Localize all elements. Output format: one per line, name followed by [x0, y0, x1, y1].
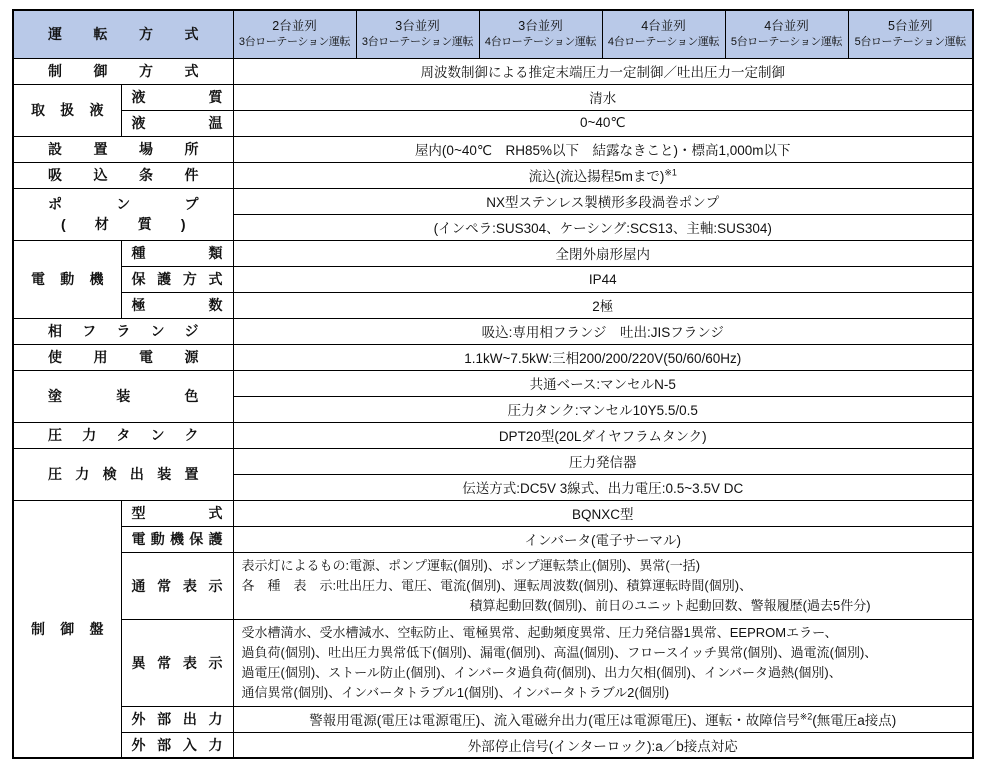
error-display-line-1: 受水槽満水、受水槽減水、空転防止、電極異常、起動頻度異常、圧力発信器1異常、EEPROMエラー、: [241, 624, 838, 640]
panel-error-display-label: 異常表示: [121, 619, 233, 706]
external-output-text-2: (無電圧a接点): [812, 713, 897, 728]
control-method-value: 周波数制御による推定末端圧力一定制御／吐出圧力一定制御: [233, 58, 973, 84]
row-motor-protection: [13, 266, 973, 292]
motor-poles-value: 2極: [233, 292, 973, 318]
control-method-label: 制御方式: [13, 58, 233, 84]
pump-label-line1: ポンプ: [48, 196, 199, 212]
motor-type-label: 種類: [121, 240, 233, 266]
pump-label-line2: (材質): [61, 216, 186, 232]
header-col-4-rotation: 4台ローテーション運転: [607, 36, 720, 49]
row-motor-type: [13, 240, 973, 266]
row-pump-type: [13, 188, 973, 214]
liquid-label: 取扱液: [13, 84, 121, 136]
normal-display-line-1: 表示灯によるもの:電源、ポンプ運転(個別)、ポンプ運転禁止(個別)、異常(一括): [241, 557, 701, 573]
suction-label: 吸込条件: [13, 162, 233, 188]
power-label: 使用電源: [13, 344, 233, 370]
row-flange: [13, 318, 973, 344]
header-col-2-rotation: 3台ローテーション運転: [361, 36, 474, 49]
header-col-3-rotation: 4台ローテーション運転: [484, 36, 597, 49]
header-col-4-parallel: 4台並列: [641, 19, 686, 34]
panel-external-output-label: 外部出力: [121, 706, 233, 732]
panel-motor-protection-label: 電動機保護: [121, 526, 233, 552]
external-output-text: 警報用電源(電圧は電源電圧)、流入電磁弁出力(電圧は電源電圧)、運転・故障信号: [309, 713, 800, 728]
liquid-quality-label: 液質: [121, 84, 233, 110]
installation-label: 設置場所: [13, 136, 233, 162]
row-panel-external-output: [13, 706, 973, 732]
sensor-type-value: 圧力発信器: [233, 448, 973, 474]
panel-external-input-label: 外部入力: [121, 732, 233, 758]
header-col-4: [602, 10, 725, 58]
header-col-1-parallel: 2台並列: [272, 19, 317, 34]
liquid-temp-label: 液温: [121, 110, 233, 136]
motor-type-value: 全閉外扇形屋内: [233, 240, 973, 266]
row-sensor-type: [13, 448, 973, 474]
motor-poles-label: 極数: [121, 292, 233, 318]
header-col-1-rotation: 3台ローテーション運転: [238, 36, 351, 49]
paint-base-value: 共通ベース:マンセルN-5: [233, 370, 973, 396]
header-col-2-parallel: 3台並列: [395, 19, 440, 34]
pump-label: [13, 188, 233, 240]
flange-value: 吸込:専用相フランジ 吐出:JISフランジ: [233, 318, 973, 344]
row-power: [13, 344, 973, 370]
sensor-label: 圧力検出装置: [13, 448, 233, 500]
row-panel-error-display: [13, 619, 973, 706]
panel-model-value: BQNXC型: [233, 500, 973, 526]
header-col-6-rotation: 5台ローテーション運転: [854, 36, 966, 49]
row-motor-poles: [13, 292, 973, 318]
flange-label: 相フランジ: [13, 318, 233, 344]
tank-value: DPT20型(20Lダイヤフラムタンク): [233, 422, 973, 448]
panel-model-label: 型式: [121, 500, 233, 526]
pump-type-value: NX型ステンレス製横形多段渦巻ポンプ: [233, 188, 973, 214]
paint-label: 塗装色: [13, 370, 233, 422]
header-col-5-rotation: 5台ローテーション運転: [730, 36, 843, 49]
header-label-operation-mode: 運転方式: [13, 10, 233, 58]
suction-footnote-mark: ※1: [664, 167, 677, 178]
pump-material-value: (インペラ:SUS304、ケーシング:SCS13、主軸:SUS304): [233, 214, 973, 240]
header-col-5: [725, 10, 848, 58]
row-installation: [13, 136, 973, 162]
row-liquid-quality: [13, 84, 973, 110]
liquid-temp-value: 0~40℃: [233, 110, 973, 136]
installation-value: 屋内(0~40℃ RH85%以下 結露なきこと)・標高1,000m以下: [233, 136, 973, 162]
tank-label: 圧力タンク: [13, 422, 233, 448]
row-suction: [13, 162, 973, 188]
header-col-5-parallel: 4台並列: [764, 19, 809, 34]
external-output-footnote-mark: ※2: [799, 711, 813, 722]
panel-error-display-value: [233, 619, 973, 706]
motor-protection-label: 保護方式: [121, 266, 233, 292]
motor-protection-value: IP44: [233, 266, 973, 292]
row-tank: [13, 422, 973, 448]
error-display-line-4: 通信異常(個別)、インバータトラブル1(個別)、インバータトラブル2(個別): [241, 684, 670, 700]
row-control-method: [13, 58, 973, 84]
header-col-1: [233, 10, 356, 58]
panel-normal-display-label: 通常表示: [121, 552, 233, 619]
normal-display-line-3: 積算起動回数(個別)、前日のユニット起動回数、警報履歴(過去5件分): [469, 597, 871, 613]
row-panel-external-input: [13, 732, 973, 758]
error-display-line-3: 過電圧(個別)、ストール防止(個別)、インバータ過負荷(個別)、出力欠相(個別)、インバータ過熱(個別)、: [241, 664, 842, 680]
power-value: 1.1kW~7.5kW:三相200/200/220V(50/60/60Hz): [233, 344, 973, 370]
header-col-2: [356, 10, 479, 58]
panel-external-input-value: 外部停止信号(インターロック):a／b接点対応: [233, 732, 973, 758]
paint-tank-value: 圧力タンク:マンセル10Y5.5/0.5: [233, 396, 973, 422]
spec-table: [12, 9, 974, 759]
header-row: [13, 10, 973, 58]
suction-value-text: 流込(流込揚程5mまで): [528, 169, 665, 184]
row-liquid-temp: [13, 110, 973, 136]
sensor-spec-value: 伝送方式:DC5V 3線式、出力電圧:0.5~3.5V DC: [233, 474, 973, 500]
row-paint-base: [13, 370, 973, 396]
row-panel-normal-display: [13, 552, 973, 619]
liquid-quality-value: 清水: [233, 84, 973, 110]
panel-motor-protection-value: インバータ(電子サーマル): [233, 526, 973, 552]
header-col-3: [479, 10, 602, 58]
normal-display-line-2: 各 種 表 示:吐出圧力、電圧、電流(個別)、運転周波数(個別)、積算運転時間(個別)、: [241, 577, 753, 593]
motor-label: 電動機: [13, 240, 121, 318]
panel-external-output-value: [233, 706, 973, 732]
header-col-6: [848, 10, 973, 58]
panel-label: 制御盤: [13, 500, 121, 758]
row-panel-motor-protection: [13, 526, 973, 552]
suction-value: [233, 162, 973, 188]
header-col-3-parallel: 3台並列: [518, 19, 563, 34]
row-panel-model: [13, 500, 973, 526]
error-display-line-2: 過負荷(個別)、吐出圧力異常低下(個別)、漏電(個別)、高温(個別)、フロースイッチ異常(個別)、過電流(個別)、: [241, 644, 878, 660]
panel-normal-display-value: [233, 552, 973, 619]
header-col-6-parallel: 5台並列: [888, 19, 933, 34]
